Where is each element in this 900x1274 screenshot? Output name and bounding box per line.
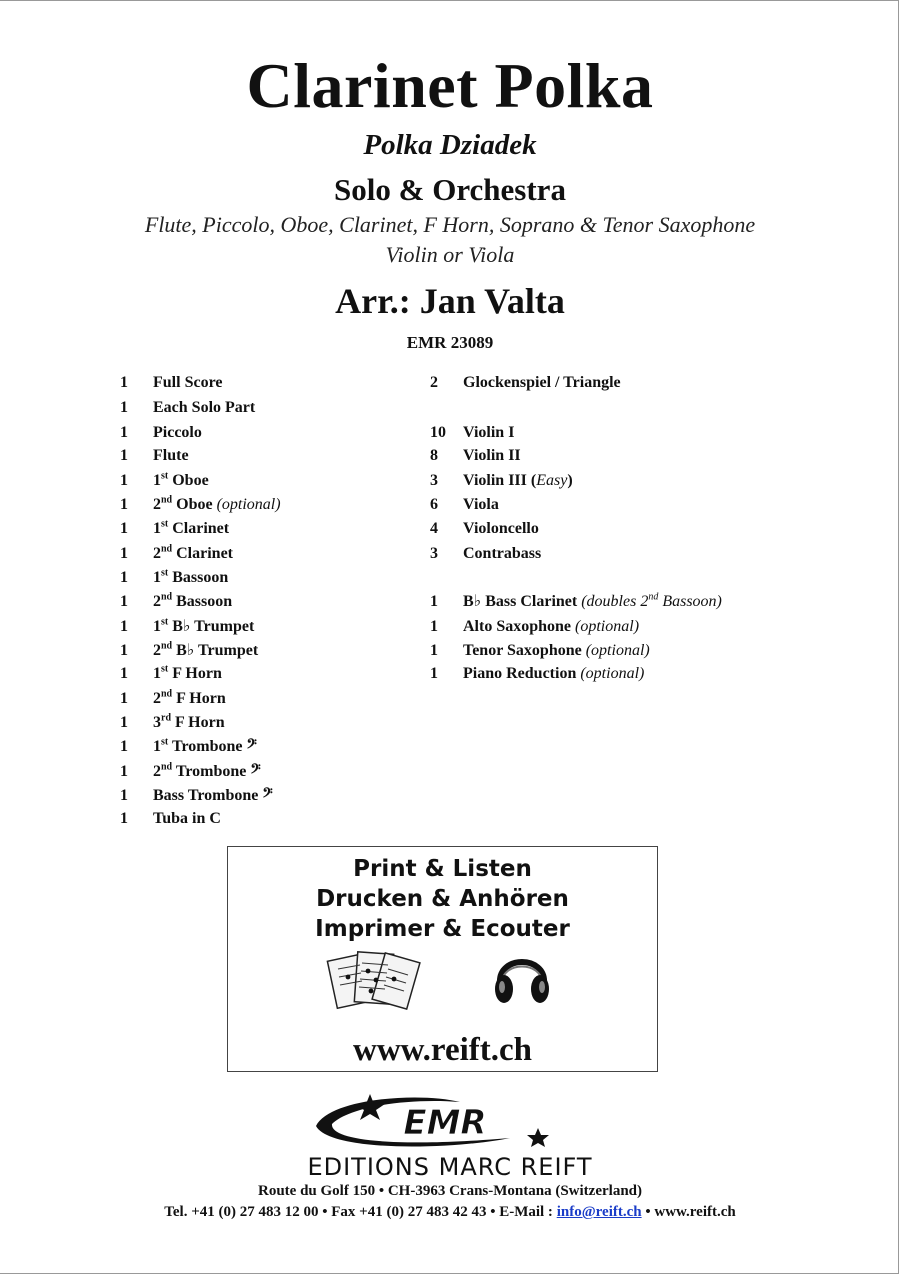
part-name (153, 373, 222, 393)
part-label: Flute (153, 447, 189, 464)
part-label: Tuba in C (153, 810, 221, 827)
email-link[interactable]: info@reift.ch (556, 1204, 642, 1220)
ordinal-suffix: nd (161, 591, 173, 603)
part-label: Piano Reduction (463, 665, 577, 682)
part-label: B♭ Trumpet (176, 642, 259, 659)
part-name (153, 398, 255, 418)
part-note-suffix: nd (648, 591, 659, 603)
solo-instruments-line2: Violin or Viola (385, 242, 515, 267)
piece-subtitle: Polka Dziadek (363, 129, 537, 161)
part-label: Bass Trombone 𝄢 (153, 787, 273, 804)
part-name (463, 471, 573, 491)
publisher-address: Route du Golf 150 • CH-3963 Crans-Montana (Switzerland) (258, 1183, 642, 1199)
part-ordinal: 2 (153, 642, 161, 659)
part-quantity: 1 (120, 472, 128, 489)
part-quantity: 1 (120, 520, 128, 537)
part-quantity: 1 (120, 447, 128, 464)
part-name (153, 471, 209, 491)
part-ordinal: 2 (153, 496, 161, 513)
part-label: Bassoon (172, 569, 229, 586)
part-label: Glockenspiel / Triangle (463, 374, 621, 391)
part-label: B♭ Bass Clarinet (463, 593, 578, 610)
ordinal-suffix: st (161, 616, 169, 628)
part-quantity: 1 (120, 569, 128, 586)
part-label: Viola (463, 496, 499, 513)
part-quantity: 1 (120, 424, 128, 441)
part-name (463, 423, 514, 443)
print-listen-box (227, 846, 658, 1072)
part-name (463, 519, 539, 539)
emr-logo (310, 1092, 560, 1152)
publisher-contact (0, 1203, 900, 1222)
ordinal-suffix: nd (161, 761, 173, 773)
part-quantity: 1 (430, 642, 438, 659)
part-quantity: 1 (120, 714, 128, 731)
part-ordinal: 1 (153, 738, 161, 755)
part-quantity: 1 (430, 665, 438, 682)
part-ordinal: 2 (153, 763, 161, 780)
part-quantity: 1 (120, 690, 128, 707)
part-name (153, 423, 202, 443)
part-label: Violoncello (463, 520, 539, 537)
arrangement-type: Solo & Orchestra (334, 172, 566, 207)
part-note: (optional) (575, 618, 640, 635)
part-label: Oboe (172, 472, 209, 489)
part-ordinal: 1 (153, 520, 161, 537)
ordinal-suffix: nd (161, 640, 173, 652)
ordinal-suffix: st (161, 736, 169, 748)
part-label: Alto Saxophone (463, 618, 572, 635)
part-quantity: 8 (430, 447, 438, 464)
ordinal-suffix: nd (161, 494, 173, 506)
part-quantity: 6 (430, 496, 438, 513)
parts-list-right (430, 373, 830, 693)
part-label: Contrabass (463, 545, 542, 562)
part-name (153, 592, 232, 612)
part-name (153, 713, 225, 733)
part-name (153, 446, 189, 466)
ordinal-suffix: st (161, 663, 169, 675)
part-label: Full Score (153, 374, 223, 391)
part-quantity: 1 (120, 665, 128, 682)
part-ordinal: 1 (153, 472, 161, 489)
part-name (153, 568, 228, 588)
part-ordinal: 3 (153, 714, 161, 731)
part-note: (optional) (216, 496, 281, 513)
part-quantity: 2 (430, 374, 438, 391)
part-name (153, 737, 257, 757)
part-label: Violin II (463, 447, 521, 464)
logo-text: EMR (403, 1103, 487, 1143)
part-note-close: ) (567, 472, 573, 489)
part-name (153, 544, 233, 564)
part-label: Trombone 𝄢 (175, 763, 261, 780)
ordinal-suffix: st (161, 518, 169, 530)
ordinal-suffix: rd (161, 712, 171, 724)
parts-list-left (120, 373, 410, 833)
part-label: Bassoon (176, 593, 233, 610)
part-quantity: 4 (430, 520, 438, 537)
part-name (463, 495, 499, 515)
part-label: F Horn (176, 690, 226, 707)
part-label: Trombone 𝄢 (171, 738, 257, 755)
part-label: Tenor Saxophone (463, 642, 582, 659)
arranger: Arr.: Jan Valta (335, 281, 565, 321)
publisher-brand-text: EDITIONS MARC REIFT (307, 1153, 593, 1181)
part-note: (optional) (580, 665, 645, 682)
part-label: Oboe (176, 496, 213, 513)
part-note: Easy (536, 472, 568, 489)
part-quantity: 3 (430, 545, 438, 562)
contact-phone-fax: Tel. +41 (0) 27 483 12 00 • Fax +41 (0) 27 483 42 43 • E-Mail : (164, 1204, 557, 1220)
part-name (153, 689, 226, 709)
part-label: Piccolo (153, 424, 202, 441)
part-quantity: 1 (120, 642, 128, 659)
catalog-number: EMR 23089 (406, 333, 494, 352)
part-label: F Horn (172, 665, 222, 682)
part-note: (optional) (585, 642, 650, 659)
part-label: Each Solo Part (153, 399, 256, 416)
part-label: B♭ Trumpet (172, 618, 255, 635)
promo-website[interactable]: www.reift.ch (352, 1032, 533, 1068)
ordinal-suffix: st (161, 470, 169, 482)
part-name (153, 617, 254, 637)
part-name (463, 446, 521, 466)
part-quantity: 3 (430, 472, 438, 489)
part-name (153, 519, 229, 539)
part-quantity: 1 (120, 545, 128, 562)
contact-website[interactable]: • www.reift.ch (641, 1204, 736, 1220)
part-name (463, 592, 722, 612)
part-name (153, 809, 221, 829)
part-quantity: 1 (430, 618, 438, 635)
part-label: F Horn (175, 714, 225, 731)
part-quantity: 10 (430, 424, 446, 441)
part-quantity: 1 (120, 496, 128, 513)
part-ordinal: 1 (153, 665, 161, 682)
part-quantity: 1 (120, 787, 128, 804)
part-name (463, 617, 639, 637)
ordinal-suffix: nd (161, 688, 173, 700)
ordinal-suffix: nd (161, 543, 173, 555)
part-ordinal: 2 (153, 545, 161, 562)
part-quantity: 1 (120, 763, 128, 780)
sheet-music-icon (326, 947, 422, 1013)
part-name (463, 373, 621, 393)
ordinal-suffix: st (161, 567, 169, 579)
part-quantity: 1 (120, 399, 128, 416)
promo-line-en: Print & Listen (353, 856, 532, 882)
part-name (153, 495, 281, 515)
part-quantity: 1 (120, 374, 128, 391)
part-quantity: 1 (120, 618, 128, 635)
part-ordinal: 2 (153, 593, 161, 610)
part-label: Clarinet (172, 520, 230, 537)
promo-line-fr: Imprimer & Ecouter (315, 916, 570, 942)
part-ordinal: 1 (153, 569, 161, 586)
part-ordinal: 1 (153, 618, 161, 635)
part-name (153, 762, 261, 782)
part-quantity: 1 (430, 593, 438, 610)
part-name (153, 664, 222, 684)
part-name (463, 664, 644, 684)
part-label: Clarinet (176, 545, 233, 562)
part-quantity: 1 (120, 738, 128, 755)
solo-instruments-line1: Flute, Piccolo, Oboe, Clarinet, F Horn, Soprano & Tenor Saxophone (144, 212, 756, 237)
promo-line-de: Drucken & Anhören (316, 886, 569, 912)
part-name (153, 641, 258, 661)
part-name (153, 786, 273, 806)
part-label: Violin I (463, 424, 515, 441)
part-note: (doubles 2 (581, 593, 649, 610)
part-quantity: 1 (120, 810, 128, 827)
part-label: Violin III ( (463, 472, 537, 489)
piece-title: Clarinet Polka (246, 50, 654, 121)
publisher-brand (0, 1153, 900, 1181)
part-name (463, 641, 650, 661)
part-note-end: Bassoon) (662, 593, 722, 610)
headphones-icon (490, 943, 554, 1009)
part-name (463, 544, 541, 564)
part-quantity: 1 (120, 593, 128, 610)
part-ordinal: 2 (153, 690, 161, 707)
